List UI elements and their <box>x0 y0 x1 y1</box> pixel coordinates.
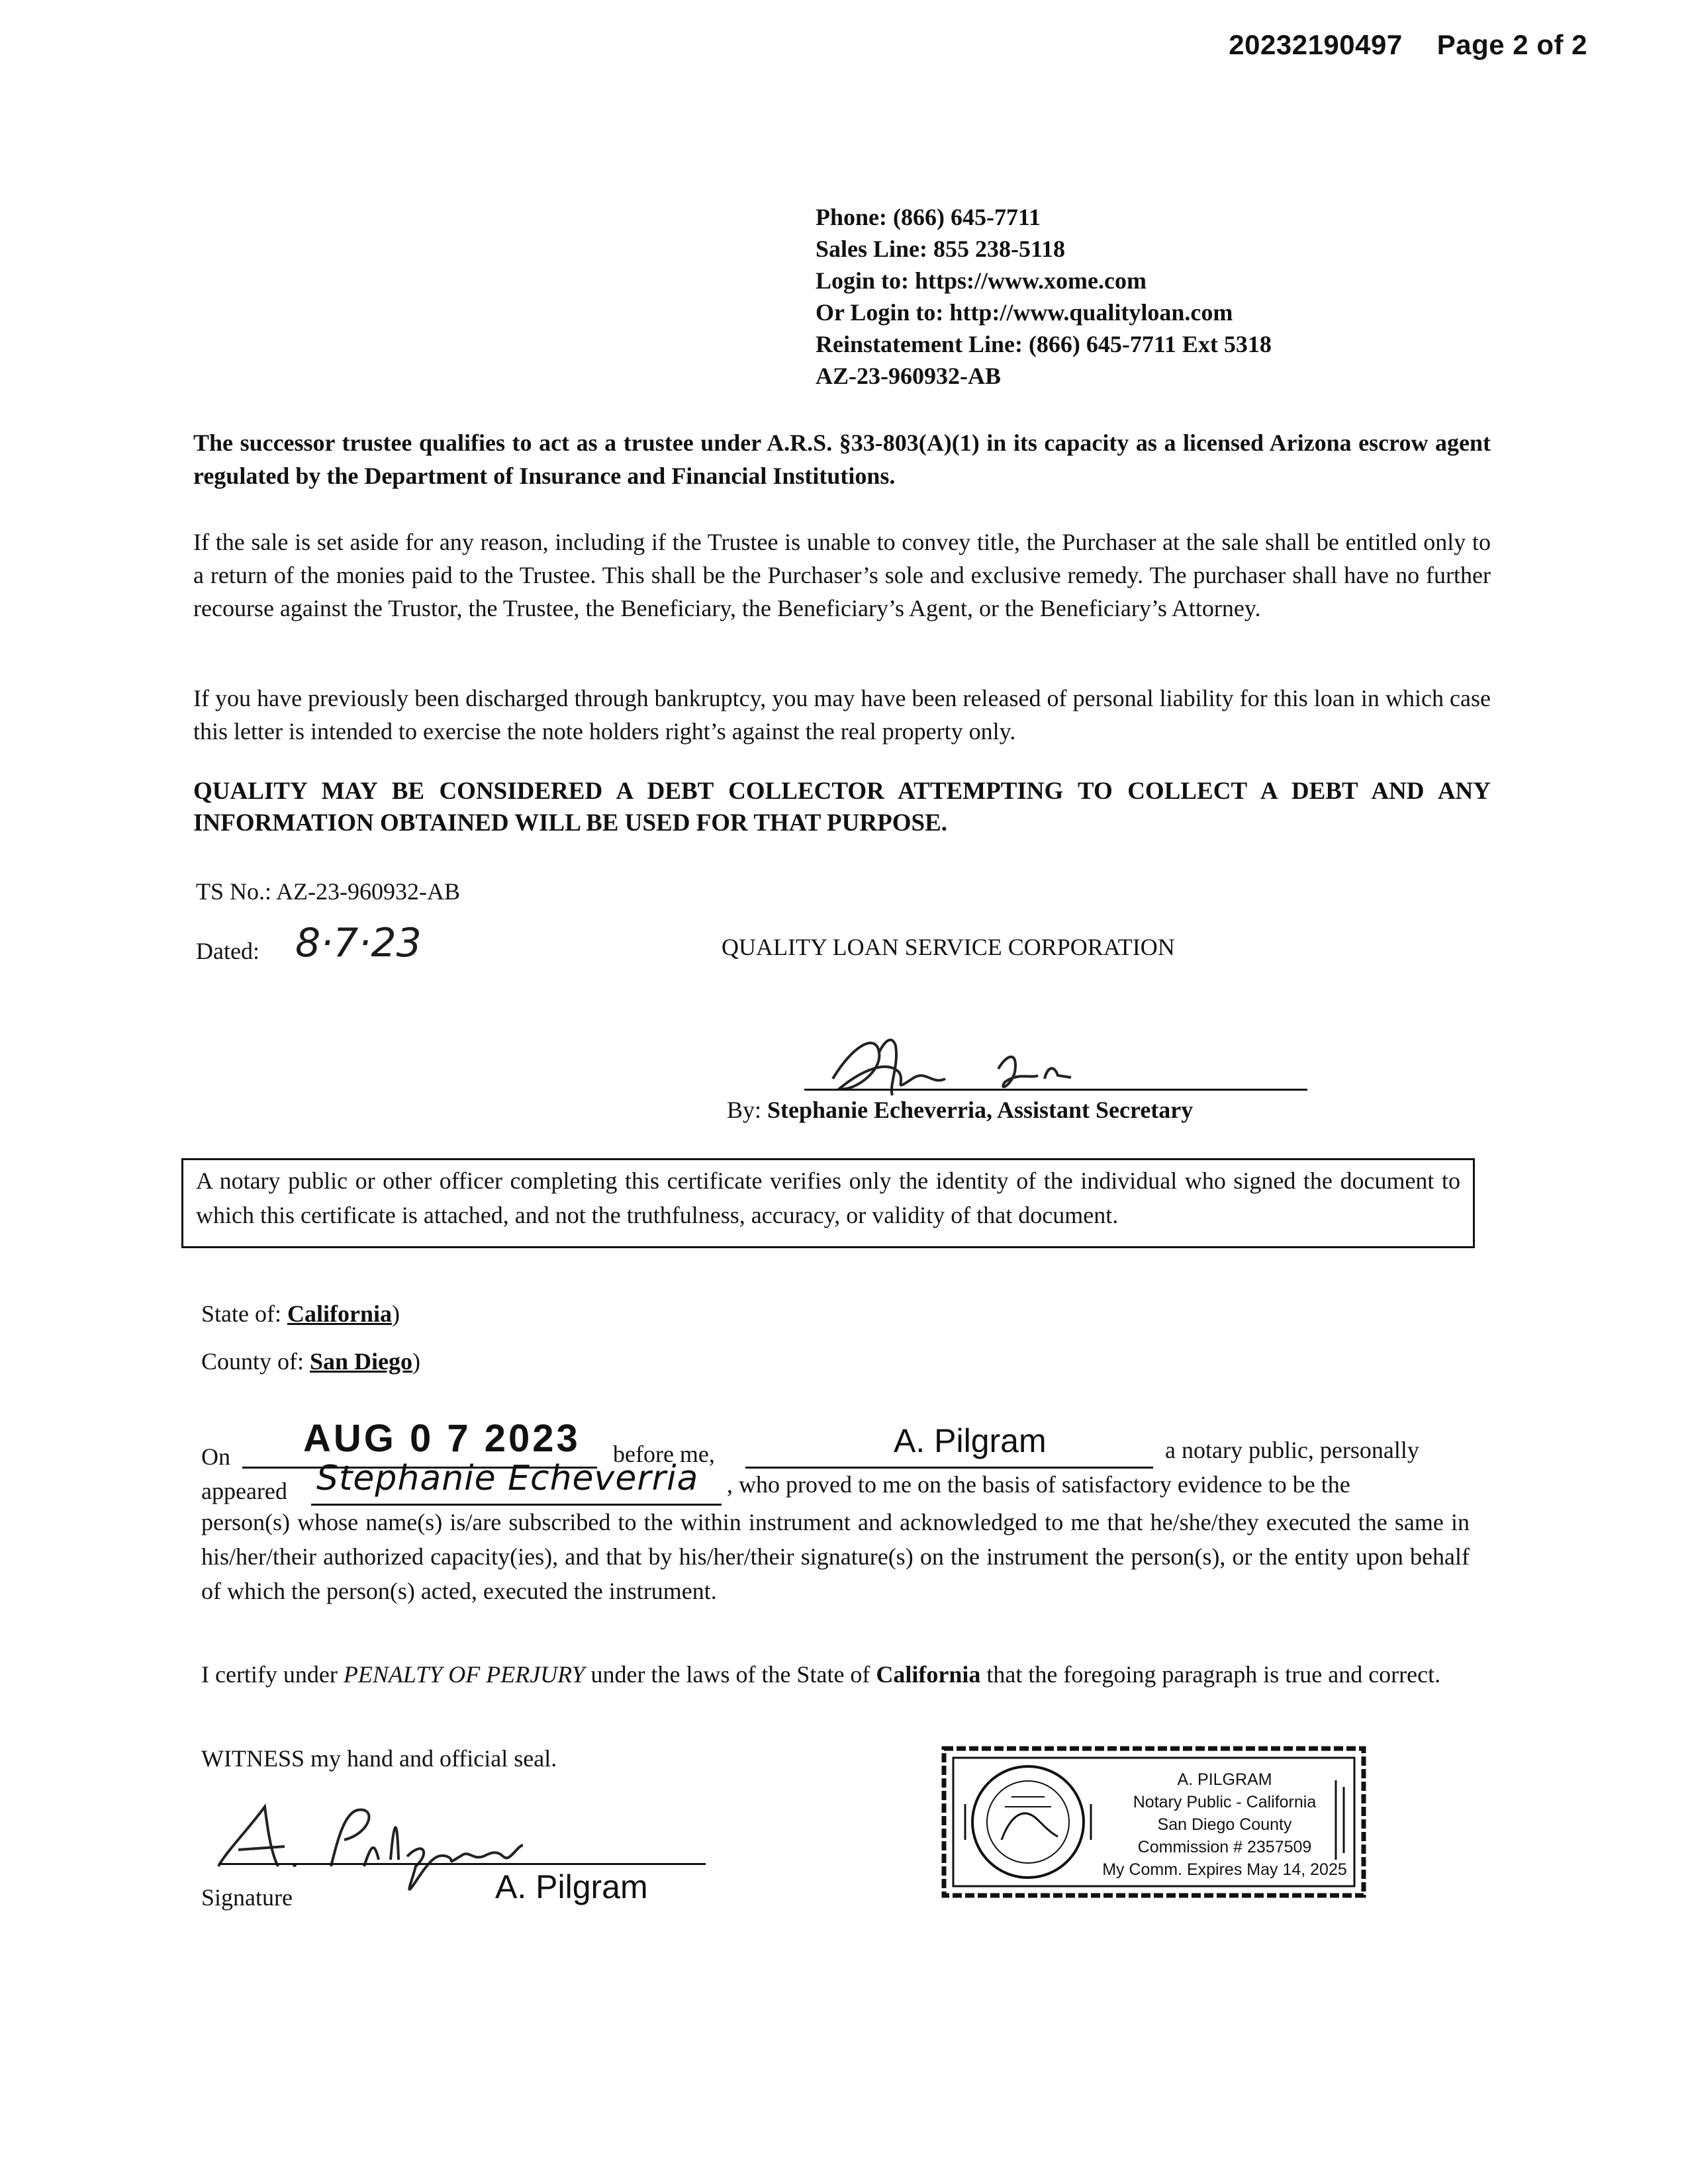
personally-label: a notary public, personally <box>1165 1437 1419 1463</box>
notary-name-typed: A. Pilgram <box>894 1422 1047 1459</box>
ts-number-value: AZ-23-960932-AB <box>276 878 460 905</box>
by-label: By: <box>727 1097 762 1123</box>
dated-label: Dated: <box>196 938 259 964</box>
certify-mid: under the laws of the State of <box>585 1661 876 1688</box>
document-number: 20232190497 <box>1229 29 1403 60</box>
seal-title: Notary Public - California <box>1133 1793 1317 1811</box>
seal-county: San Diego County <box>1157 1815 1292 1834</box>
ts-number-label: TS No.: <box>196 878 272 905</box>
appeared-rest-text: , who proved to me on the basis of satisfactory evidence to be the <box>727 1471 1350 1498</box>
certify-post: that the foregoing paragraph is true and correct. <box>980 1661 1441 1688</box>
notary-notice-text: A notary public or other officer completing this certificate verifies only the identity of the individual who signed the document to which this certificate is attached, and not the truthfulness, accuracy, or validity of that document. <box>196 1167 1460 1228</box>
page-number: Page 2 of 2 <box>1436 29 1587 60</box>
contact-block <box>816 201 1272 392</box>
ts-number-line <box>196 878 460 905</box>
page-header <box>1229 29 1587 61</box>
state-label: State of: <box>201 1300 281 1327</box>
notary-signature-line <box>218 1863 706 1865</box>
county-line <box>201 1347 420 1375</box>
seal-commission: Commission # 2357509 <box>1137 1838 1312 1856</box>
signer-name-title: Stephanie Echeverria, Assistant Secretary <box>767 1097 1194 1123</box>
trustee-qualification-paragraph: The successor trustee qualifies to act as a trustee under A.R.S. §33-803(A)(1) in its capacity as a licensed Arizona escrow agent regulated by the Department of Insurance and Financial Institutions. <box>193 430 1491 489</box>
contact-alt-login: Or Login to: http://www.qualityloan.com <box>816 299 1233 326</box>
signature-typed-name: A. Pilgram <box>495 1868 648 1905</box>
certify-state: California <box>876 1661 981 1688</box>
signature-label: Signature <box>201 1884 293 1911</box>
seal-expires: My Comm. Expires May 14, 2025 <box>1102 1860 1347 1879</box>
before-me-label: before me, <box>613 1441 715 1467</box>
contact-reinstatement: Reinstatement Line: (866) 645-7711 Ext 5318 <box>816 331 1272 357</box>
county-value: San Diego <box>310 1348 413 1375</box>
state-value: California <box>287 1300 392 1327</box>
bankruptcy-paragraph: If you have previously been discharged through bankruptcy, you may have been released of personal liability for this loan in which case this letter is intended to exercise the note holders right’s against the real property only. <box>193 685 1491 745</box>
trustee-signature <box>760 1032 1303 1105</box>
witness-line: WITNESS my hand and official seal. <box>201 1745 557 1772</box>
signed-by <box>727 1096 1193 1124</box>
county-close: ) <box>412 1348 421 1375</box>
acknowledgment-text: person(s) whose name(s) is/are subscribed to the within instrument and acknowledged to me that he/she/they executed the same in his/her/their authorized capacity(ies), and that by his/her/their signature(s) on the instrument the person(s), or the entity upon behalf of which the person(s) acted, executed the instrument. <box>201 1509 1470 1604</box>
signature-line <box>804 1089 1307 1091</box>
notary-name-line <box>745 1467 1153 1469</box>
penalty-of-perjury: PENALTY OF PERJURY <box>343 1661 585 1688</box>
seal-notary-name: A. PILGRAM <box>1177 1770 1272 1789</box>
contact-sales-line: Sales Line: 855 238-5118 <box>816 236 1066 262</box>
contact-phone: Phone: (866) 645-7711 <box>816 204 1041 230</box>
company-name: QUALITY LOAN SERVICE CORPORATION <box>722 934 1175 960</box>
handwritten-date: 8·7·23 <box>295 920 422 966</box>
appeared-name: Stephanie Echeverria <box>316 1459 699 1498</box>
certify-pre: I certify under <box>201 1661 344 1688</box>
date-stamp: AUG 0 7 2023 <box>303 1417 581 1460</box>
state-line <box>201 1300 400 1328</box>
sale-set-aside-paragraph: If the sale is set aside for any reason, including if the Trustee is unable to convey title, the Purchaser at the sale shall be entitled only to a return of the monies paid to the Trustee. This shall be the Purchaser’s sole and exclusive remedy. The purchaser shall have no further recourse against the Trustor, the Trustee, the Beneficiary, the Beneficiary’s Agent, or the Beneficiary’s Attorney. <box>193 529 1491 621</box>
contact-login: Login to: https://www.xome.com <box>816 267 1147 294</box>
state-close: ) <box>391 1300 400 1327</box>
on-label: On <box>201 1443 230 1470</box>
county-label: County of: <box>201 1348 305 1375</box>
contact-ts-number: AZ-23-960932-AB <box>816 363 1001 389</box>
certify-paragraph <box>201 1657 1470 1692</box>
debt-collector-notice: QUALITY MAY BE CONSIDERED A DEBT COLLECTOR ATTEMPTING TO COLLECT A DEBT AND ANY INFORMATION OBTAINED WILL BE USED FOR THAT PURPOSE. <box>193 778 1491 837</box>
appeared-label: appeared <box>201 1478 287 1504</box>
seal-text <box>1086 1768 1364 1881</box>
